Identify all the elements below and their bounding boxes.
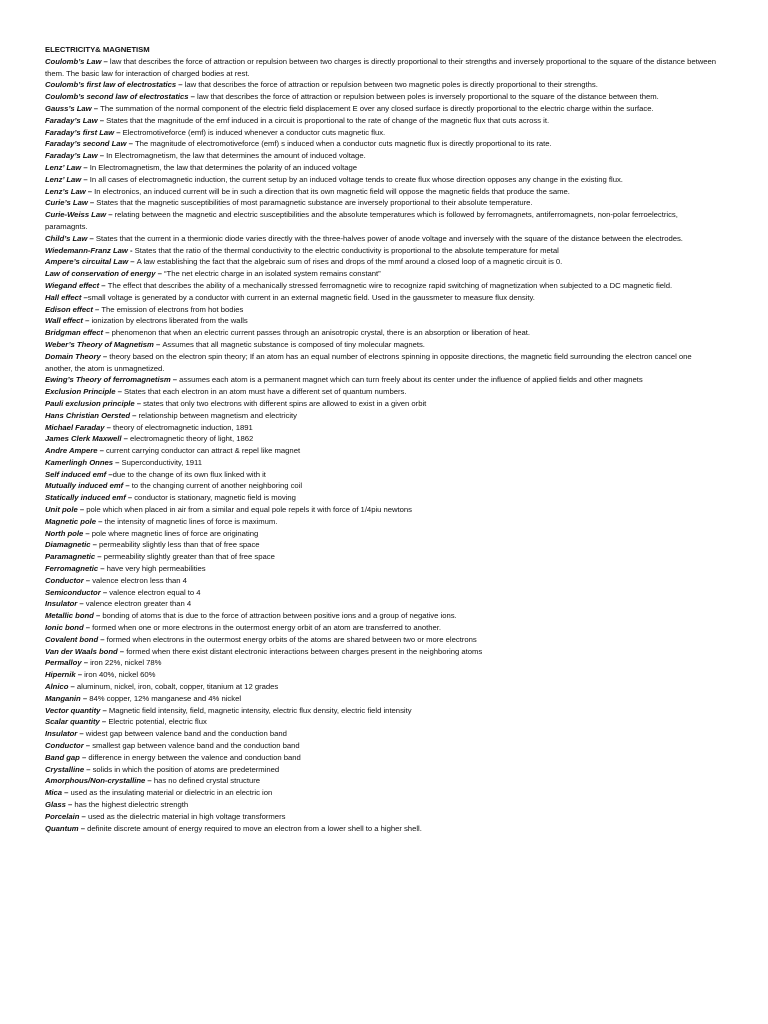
entry-separator: – <box>155 269 164 279</box>
entry-definition: aluminum, nickel, iron, cobalt, copper, titanium at 12 grades <box>76 682 279 692</box>
glossary-entry <box>45 764 721 776</box>
entry-separator: – <box>90 540 99 550</box>
glossary-entry <box>45 811 721 823</box>
glossary-entry <box>45 138 721 150</box>
entry-term: Statically induced emf <box>45 493 126 503</box>
entry-term: Alnico <box>45 682 69 692</box>
entry-definition: definite discrete amount of energy required to move an electron from a lower shell to a higher shell. <box>87 823 422 833</box>
entry-definition: The effect that describes the ability of a mechanically stressed ferromagnetic wire to recognize rapid switching of magnetization when subjected to a DC magnetic field. <box>107 280 673 290</box>
entry-separator: – <box>97 446 106 456</box>
entry-definition: The summation of the normal component of the electric field displacement E over any closed surface is directly proportional to the electric charge within the surface. <box>100 103 654 113</box>
entry-separator: – <box>153 339 163 349</box>
glossary-entry <box>45 528 721 540</box>
entry-separator: – <box>68 682 77 692</box>
glossary-entry <box>45 669 721 681</box>
glossary-entry <box>45 457 721 469</box>
entry-definition: The magnitude of electromotiveforce (emf) s induced when a conductor cuts magnetic flux is directly proportional to its rate. <box>135 139 552 149</box>
glossary-entry <box>45 799 721 811</box>
entry-term: Wall effect <box>45 316 83 326</box>
entry-separator: – <box>82 316 92 326</box>
glossary-entry <box>45 657 721 669</box>
entry-term: Metallic bond <box>45 611 94 621</box>
glossary-entry <box>45 186 721 198</box>
glossary-entry <box>45 775 721 787</box>
glossary-entry <box>45 174 721 186</box>
glossary-entry <box>45 327 721 339</box>
entry-separator: – <box>79 811 88 821</box>
entry-definition: In all cases of electromagnetic induction, the current setup by an induced voltage tends to create flux whose direction opposes any change in the existing flux. <box>89 174 623 184</box>
entry-definition: small voltage is generated by a conductor with current in an external magnetic field. Used in the gaussmeter to measure flux density. <box>87 292 535 302</box>
entry-separator: - <box>127 245 135 255</box>
entry-separator: – <box>130 410 139 420</box>
entry-definition: difference in energy between the valence and conduction band <box>88 752 301 762</box>
entry-definition: In Electromagnetism, the law that determines the amount of induced voltage. <box>106 151 366 161</box>
entry-definition: formed when electrons in the outermost energy orbits of the atoms are shared between two or more electrons <box>106 634 477 644</box>
entry-separator: – <box>75 670 85 680</box>
entry-term: Lenz’s Law <box>45 186 86 196</box>
glossary-entry <box>45 823 721 835</box>
glossary-entry <box>45 91 721 103</box>
entry-term: Wiegand effect <box>45 280 100 290</box>
glossary-entry <box>45 103 721 115</box>
entry-definition: 84% copper, 12% manganese and 4% nickel <box>89 693 242 703</box>
entry-term: Ferromagnetic <box>45 564 99 574</box>
glossary-entry <box>45 339 721 351</box>
entry-separator: – <box>117 646 127 656</box>
entry-separator: – <box>77 505 87 515</box>
entry-separator: – <box>81 292 88 302</box>
entry-term: Exclusion Principle <box>45 387 116 397</box>
entry-term: Van der Waals bond <box>45 646 118 656</box>
entry-term: Conductor <box>45 741 84 751</box>
entry-term: Semiconductor <box>45 587 101 597</box>
entry-term: Mica <box>45 788 63 798</box>
glossary-entry <box>45 280 721 292</box>
document-heading: ELECTRICITY& MAGNETISM <box>45 45 150 54</box>
entry-term: Diamagnetic <box>45 540 91 550</box>
glossary-entry <box>45 304 721 316</box>
entry-definition: Electric potential, electric flux <box>108 717 207 727</box>
entry-term: Amorphous/Non-crystalline <box>45 776 146 786</box>
glossary-entry <box>45 115 721 127</box>
entry-definition: has the highest dielectric strength <box>74 800 189 809</box>
entry-separator: – <box>80 693 90 703</box>
glossary-entry <box>45 622 721 634</box>
entry-definition: States that the current in a thermionic diode varies directly with the three-halves power of anode voltage and inversely with the square of the distance between the electrodes. <box>95 233 683 243</box>
entry-definition: theory based on the electron spin theory; If an atom has an equal number of electrons spinning in opposite directions, the magnetic field surrounding the electron cancel one another, the atom is unmagnetized. <box>45 351 692 373</box>
entry-separator: – <box>84 764 93 774</box>
entry-term: Hall effect <box>45 292 82 302</box>
glossary-entry <box>45 209 721 233</box>
entry-term: Unit pole <box>45 505 78 515</box>
entry-definition: pole where magnetic lines of force are originating <box>91 528 259 538</box>
entry-definition: valence electron greater than 4 <box>85 599 192 609</box>
entry-separator: – <box>93 611 103 621</box>
entry-term: Lenz’ Law <box>45 162 82 172</box>
glossary-entry <box>45 504 721 516</box>
entry-term: Gauss’s Law <box>45 103 92 113</box>
entry-term: Edison effect <box>45 304 93 314</box>
entry-separator: – <box>98 564 107 574</box>
glossary-entry <box>45 587 721 599</box>
entry-separator: – <box>100 705 109 715</box>
entry-term: Ampere’s circuital Law <box>45 257 129 267</box>
entry-definition: formed when there exist distant electronic interactions between charges present in the neighboring atoms <box>126 646 483 656</box>
glossary-entry <box>45 245 721 257</box>
glossary-entry <box>45 516 721 528</box>
entry-term: Hans Christian Oersted <box>45 410 131 420</box>
entry-term: Permalloy <box>45 658 82 668</box>
glossary-entry <box>45 398 721 410</box>
entry-definition: solids in which the position of atoms are predetermined <box>92 764 280 774</box>
entry-definition: states that only two electrons with different spins are allowed to exist in a given orbit <box>143 398 427 408</box>
glossary-entry <box>45 740 721 752</box>
entry-separator: – <box>99 717 109 727</box>
entry-definition: States that the magnetic susceptibilities of most paramagnetic substance are inversely proportional to their absolute temperature. <box>96 198 533 208</box>
entry-separator: – <box>83 575 93 585</box>
entry-definition: current carrying conductor can attract & repel like magnet <box>105 446 301 456</box>
entry-term: Manganin <box>45 693 81 703</box>
entry-definition: The emission of electrons from hot bodies <box>101 304 244 314</box>
entry-separator: – <box>81 658 91 668</box>
entry-term: Mutually induced emf <box>45 481 124 491</box>
entry-separator: – <box>91 103 101 113</box>
entry-definition: pole which when placed in air from a similar and equal pole repels it with force of 1/4piu newtons <box>86 505 412 515</box>
entry-separator: – <box>98 634 107 644</box>
entry-term: Insulator <box>45 599 78 609</box>
entry-separator: – <box>170 375 180 385</box>
entry-definition: iron 40%, nickel 60% <box>84 670 156 680</box>
entry-separator: – <box>134 398 144 408</box>
glossary-entry <box>45 752 721 764</box>
glossary-entry <box>45 127 721 139</box>
entry-definition: due to the change of its own flux linked with it <box>112 469 266 479</box>
glossary-entry <box>45 292 721 304</box>
entry-term: Lenz’ Law <box>45 174 82 184</box>
entry-term: Bridgman effect <box>45 328 104 338</box>
entry-definition: bonding of atoms that is due to the force of attraction between positive ions and a group of negative ions. <box>102 611 457 621</box>
entry-term: Coulomb’s Law <box>45 56 102 66</box>
entry-definition: have very high permeabilities <box>106 564 206 574</box>
entry-definition: Superconductivity, 1911 <box>121 457 202 467</box>
entry-definition: widest gap between valence band and the conduction band <box>85 729 287 739</box>
entry-separator: – <box>113 457 122 467</box>
entry-term: Faraday’s second Law <box>45 139 127 149</box>
entry-definition: Magnetic field intensity, field, magnetic intensity, electric flux density, electric field intensity <box>108 705 412 715</box>
entry-definition: law that describes the force of attraction or repulsion between two magnetic poles is directly proportional to their strengths. <box>184 80 598 90</box>
entry-separator: – <box>81 162 90 172</box>
entry-term: Vector quantity <box>45 705 101 715</box>
glossary-entry <box>45 787 721 799</box>
entry-definition: permeability slightly greater than that of free space <box>103 552 275 562</box>
glossary-entry <box>45 351 721 375</box>
entry-term: Law of conservation of energy <box>45 269 156 279</box>
glossary-entry <box>45 634 721 646</box>
glossary-entry <box>45 646 721 658</box>
entry-definition: formed when one or more electrons in the outermost energy orbit of an atom are transferred to another. <box>92 623 441 633</box>
entry-definition: conductor is stationary, magnetic field is moving <box>134 493 296 503</box>
entry-term: Coulomb’s second law of electrostatics <box>45 92 189 102</box>
entry-definition: In electronics, an induced current will be in such a direction that its own magnetic field will oppose the magnetic fields that produce the same. <box>94 186 570 196</box>
entry-separator: – <box>99 280 108 290</box>
entry-separator: – <box>87 198 97 208</box>
glossary-entry <box>45 728 721 740</box>
entry-separator: – <box>85 186 95 196</box>
entry-definition: Electromotiveforce (emf) is induced whenever a conductor cuts magnetic flux. <box>122 127 386 137</box>
entry-term: Faraday’s Law <box>45 115 98 125</box>
entry-definition: Assumes that all magnetic substance is composed of tiny molecular magnets. <box>162 339 425 349</box>
entry-term: Curie’s Law <box>45 198 88 208</box>
entry-separator: – <box>145 776 154 786</box>
glossary-entry <box>45 386 721 398</box>
entry-definition: phenomenon that when an electric current passes through an anisotropic crystal, there is an absorption or liberation of heat. <box>111 328 531 338</box>
entry-definition: law that describes the force of attraction or repulsion between poles is inversely proportional to the square of the distance between them. <box>197 92 659 102</box>
glossary-entry <box>45 598 721 610</box>
entry-term: Andre Ampere <box>45 446 98 456</box>
entry-term: Pauli exclusion principle <box>45 398 135 408</box>
entry-definition: electromagnetic theory of light, 1862 <box>130 434 254 444</box>
glossary-entry <box>45 315 721 327</box>
entry-separator: – <box>103 328 112 338</box>
entry-separator: – <box>83 528 92 538</box>
entry-separator: – <box>87 233 96 243</box>
glossary-entry <box>45 469 721 481</box>
entry-separator: – <box>81 174 90 184</box>
entry-definition: relationship between magnetism and electricity <box>138 410 297 420</box>
entry-term: Child’s Law <box>45 233 88 243</box>
entry-definition: used as the insulating material or dielectric in an electric ion <box>70 788 273 798</box>
entry-separator: – <box>104 422 114 432</box>
glossary-entry <box>45 716 721 728</box>
entry-separator: – <box>97 151 107 161</box>
entry-separator: – <box>95 552 104 562</box>
glossary-entry <box>45 681 721 693</box>
glossary-entry <box>45 445 721 457</box>
entry-separator: – <box>96 516 105 526</box>
entry-term: Scalar quantity <box>45 717 100 727</box>
entry-separator: – <box>97 115 107 125</box>
entry-definition: the intensity of magnetic lines of force is maximum. <box>104 516 278 526</box>
entry-term: Kamerlingh Onnes <box>45 457 114 467</box>
entry-definition: theory of electromagnetic induction, 1891 <box>113 422 253 432</box>
entry-separator: – <box>77 729 86 739</box>
glossary-entry <box>45 374 721 386</box>
entry-term: Quantum <box>45 823 79 833</box>
glossary-entry <box>45 268 721 280</box>
entry-term: North pole <box>45 528 84 538</box>
entry-definition: States that the magnitude of the emf induced in a circuit is proportional to the rate of change of the magnetic flux that cuts across it. <box>106 115 550 125</box>
entry-term: Wiedemann-Franz Law <box>45 245 128 255</box>
entry-definition: law that describes the force of attraction or repulsion between two charges is directly proportional to their strengths and inversely proportional to the square of the distance between them. The basic law for interaction of charged bodies at rest. <box>45 56 717 78</box>
entry-separator: – <box>65 800 75 809</box>
entry-separator: – <box>128 257 137 267</box>
glossary-entry <box>45 256 721 268</box>
glossary-entry <box>45 480 721 492</box>
entry-definition: States that each electron in an atom must have a different set of quantum numbers. <box>124 387 407 397</box>
entry-term: Michael Faraday <box>45 422 105 432</box>
entry-definition: valence electron equal to 4 <box>109 587 201 597</box>
glossary-entry <box>45 410 721 422</box>
entry-term: Coulomb’s first law of electrostatics <box>45 80 177 90</box>
entry-term: Glass <box>45 800 66 809</box>
entry-separator: – <box>83 623 93 633</box>
entry-definition: valence electron less than 4 <box>92 575 187 585</box>
entry-definition: assumes each atom is a permanent magnet which can turn freely about its center under the influence of applied fields and other magnets <box>179 375 643 385</box>
entry-term: Paramagnetic <box>45 552 96 562</box>
entry-term: Hipernik <box>45 670 76 680</box>
entry-separator: – <box>106 210 115 220</box>
entry-definition: smallest gap between valence band and the conduction band <box>92 741 300 751</box>
document-page <box>45 44 721 834</box>
glossary-entry <box>45 539 721 551</box>
entry-term: Weber’s Theory of Magnetism <box>45 339 154 349</box>
entry-separator: – <box>78 823 88 833</box>
entry-term: Ionic bond <box>45 623 84 633</box>
entry-separator: – <box>106 469 113 479</box>
glossary-entry <box>45 422 721 434</box>
entry-term: Insulator <box>45 729 78 739</box>
entry-term: Domain Theory <box>45 351 101 361</box>
entry-separator: – <box>115 387 125 397</box>
entry-term: Magnetic pole <box>45 516 96 526</box>
entry-term: Crystalline <box>45 764 85 774</box>
entry-term: Faraday’s first Law <box>45 127 115 137</box>
entry-term: Band gap <box>45 752 80 762</box>
entry-separator: – <box>125 493 135 503</box>
entry-separator: – <box>100 587 110 597</box>
glossary-entry <box>45 233 721 245</box>
entry-separator: – <box>62 788 71 798</box>
glossary-entry <box>45 150 721 162</box>
glossary-entry <box>45 551 721 563</box>
entry-definition: to the changing current of another neighboring coil <box>131 481 303 491</box>
entry-separator: – <box>126 139 135 149</box>
entry-term: Ewing’s Theory of ferromagnetism <box>45 375 171 385</box>
entry-definition: has no defined crystal structure <box>153 776 260 786</box>
entry-term: Conductor <box>45 575 84 585</box>
entry-separator: – <box>79 752 89 762</box>
entry-term: Curie-Weiss Law <box>45 210 107 220</box>
glossary-entry <box>45 433 721 445</box>
glossary-entry <box>45 705 721 717</box>
glossary-entry <box>45 693 721 705</box>
entry-separator: – <box>176 80 185 90</box>
entry-separator: – <box>77 599 86 609</box>
glossary-entry <box>45 56 721 80</box>
glossary-entry <box>45 79 721 91</box>
entry-separator: – <box>123 481 132 491</box>
glossary-entry <box>45 492 721 504</box>
entry-definition: relating between the magnetic and electric susceptibilities and the absolute temperatures which is followed by ferromagnets, antiferromagnets, non-polar ferroelectrics, paramagnts. <box>45 210 678 231</box>
glossary-entry <box>45 610 721 622</box>
entry-definition: ionization by electrons liberated from the walls <box>91 316 248 326</box>
entry-separator: – <box>188 92 197 102</box>
glossary-entry <box>45 563 721 575</box>
entry-term: Self induced emf <box>45 469 107 479</box>
glossary-entry <box>45 197 721 209</box>
entry-separator: – <box>121 434 131 444</box>
entry-definition: States that the ratio of the thermal conductivity to the electric conductivity is proportional to the absolute temperature for metal <box>134 245 559 255</box>
entry-list <box>45 56 721 835</box>
entry-separator: – <box>101 56 110 66</box>
entry-separator: – <box>114 127 123 137</box>
entry-separator: – <box>83 741 93 751</box>
glossary-entry <box>45 162 721 174</box>
glossary-entry <box>45 575 721 587</box>
entry-separator: – <box>100 351 110 361</box>
entry-definition: iron 22%, nickel 78% <box>90 658 162 668</box>
entry-term: Faraday’s Law <box>45 151 98 161</box>
entry-term: James Clerk Maxwell <box>45 434 122 444</box>
entry-definition: “The net electric charge in an isolated system remains constant” <box>163 269 381 279</box>
entry-term: Covalent bond <box>45 634 99 644</box>
entry-definition: used as the dielectric material in high voltage transformers <box>87 811 286 821</box>
entry-definition: permeability slightly less than that of free space <box>99 540 260 550</box>
entry-definition: In Electromagnetism, the law that determines the polarity of an induced voltage <box>89 162 357 172</box>
entry-definition: A law establishing the fact that the algebraic sum of rises and drops of the mmf around a closed loop of a magnetic circuit is 0. <box>136 257 563 267</box>
entry-term: Porcelain <box>45 811 80 821</box>
entry-separator: – <box>92 304 102 314</box>
